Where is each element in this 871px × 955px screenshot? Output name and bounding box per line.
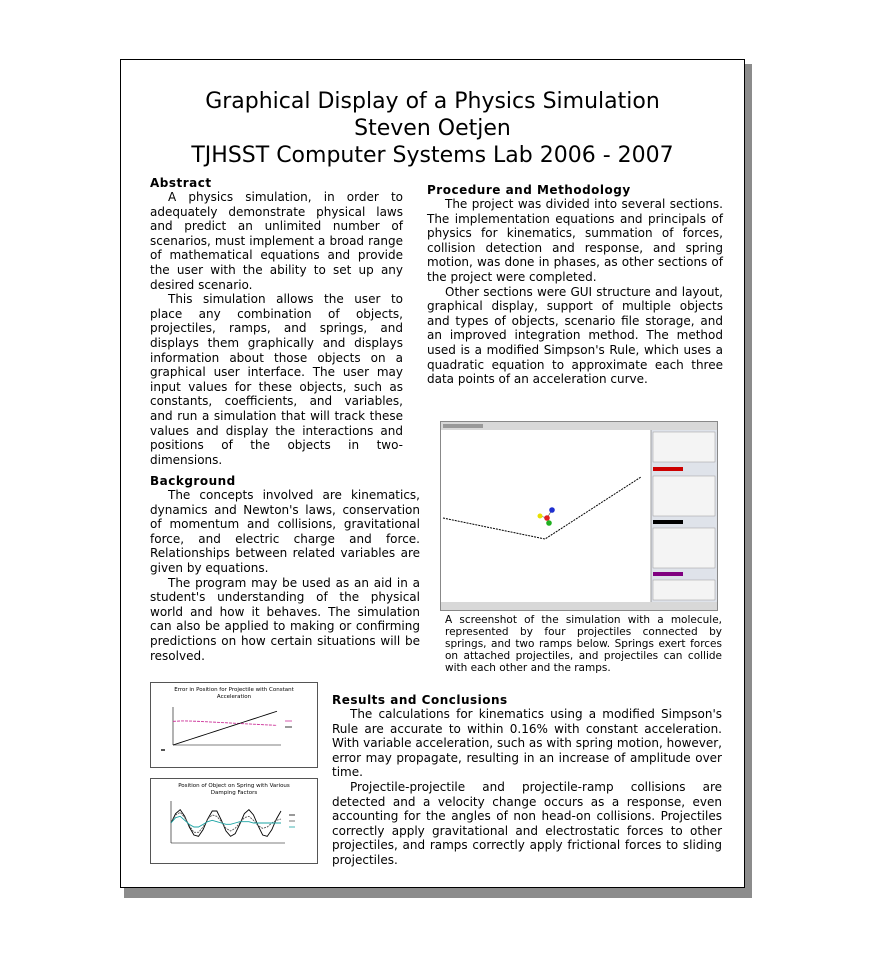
screenshot-panel-box [653,528,715,568]
abstract-paragraph: A physics simulation, in order to adequately demonstrate physical laws and predict an unlimited number of scenarios, must implement a broad range of mathematical equations and provide the user with the ability to set up any desired scenario. [150,190,403,292]
procedure-section [427,183,723,387]
chart-series-line [173,711,277,745]
chart-position-error-graphic [151,683,317,767]
chart1-x-title-mark [161,749,165,751]
screenshot-panel-box [653,580,715,600]
author-name: Steven Oetjen [354,116,511,141]
screenshot-projectile-yellow [538,514,543,519]
background-heading: Background [150,474,236,488]
results-paragraph: Projectile-projectile and projectile-ramp collisions are detected and a velocity change occurs as a response, even accounting for the angles of non head-on collisions. Projectiles correctly apply gravitational and electrostatic forces to other projectiles, and ramps correctly apply frictional forces to sliding projectiles. [332,779,722,867]
title-block [121,88,744,169]
screenshot-projectile-blue [549,507,555,513]
screenshot-caption: A screenshot of the simulation with a molecule, represented by four projectiles connected by springs, and two ramps below. Springs exert forces on attached projectiles, and projectiles can collide with each other and the ramps. [445,614,722,674]
screenshot-panel-purple-bar [653,572,683,576]
background-section [150,474,420,663]
screenshot-panel-box [653,432,715,462]
screenshot-panel-box [653,476,715,516]
chart1-title: Error in Position for Projectile with Constant [174,687,294,693]
screenshot-statusbar [441,602,717,610]
abstract-paragraph: This simulation allows the user to place any combination of objects, projectiles, ramps, and springs, and displays them graphically and displays information about those objects on a graphical user interface. The user may input values for these objects, such as constants, coefficients, and variables, and run a simulation that will track these values and display the interactions and positions of the objects in two-dimensions. [150,292,403,467]
chart2-title: Position of Object on Spring with Various [178,783,290,789]
background-paragraph: The program may be used as an aid in a student's understanding of the physical world and how it behaves. The simulation can also be applied to making or confirming predictions on how certain situations will be resolved. [150,575,420,663]
chart-series-line [173,721,277,725]
procedure-paragraph: Other sections were GUI structure and layout, graphical display, support of multiple objects and types of objects, scenario file storage, and an improved integration method. The method used is a modified Simpson's Rule, which uses a quadratic equation to approximate each three data points of an acceleration curve. [427,284,723,387]
lab-name: TJHSST Computer Systems Lab 2006 - 2007 [191,143,674,168]
background-paragraph: The concepts involved are kinematics, dynamics and Newton's laws, conservation of momentum and collisions, gravitational force, and electric charge and force. Relationships between related variables are given by equations. [150,488,420,575]
poster-title: Graphical Display of a Physics Simulation [205,89,660,114]
screenshot-panel-red-bar [653,467,683,471]
screenshot-menu-items [443,424,483,428]
results-heading: Results and Conclusions [332,693,508,707]
screenshot-projectile-red [544,515,550,521]
procedure-paragraph: The project was divided into several sections. The implementation equations and principals of physics for kinematics, summation of forces, collision detection and response, and spring motion, was done in phases, as other sections of the project were completed. [427,197,723,284]
chart1-title: Acceleration [216,694,252,700]
poster-page [120,59,745,888]
screenshot-ramps [443,477,641,539]
abstract-section [150,176,403,467]
abstract-heading: Abstract [150,176,212,190]
results-section [332,693,722,868]
chart2-title: Damping Factors [210,790,258,796]
chart-spring-damping-graphic [151,779,317,863]
procedure-heading: Procedure and Methodology [427,183,631,197]
simulation-screenshot [440,421,718,611]
screenshot-projectile-green [546,520,552,526]
simulation-screenshot-graphic [441,422,717,610]
chart-spring-damping [150,778,318,864]
chart-position-error [150,682,318,768]
screenshot-panel-black-bar [653,520,683,524]
results-paragraph: The calculations for kinematics using a modified Simpson's Rule are accurate to within 0.16% with constant acceleration. With variable acceleration, such as with spring motion, however, error may propagate, resulting in an increase of amplitude over time. [332,707,722,780]
